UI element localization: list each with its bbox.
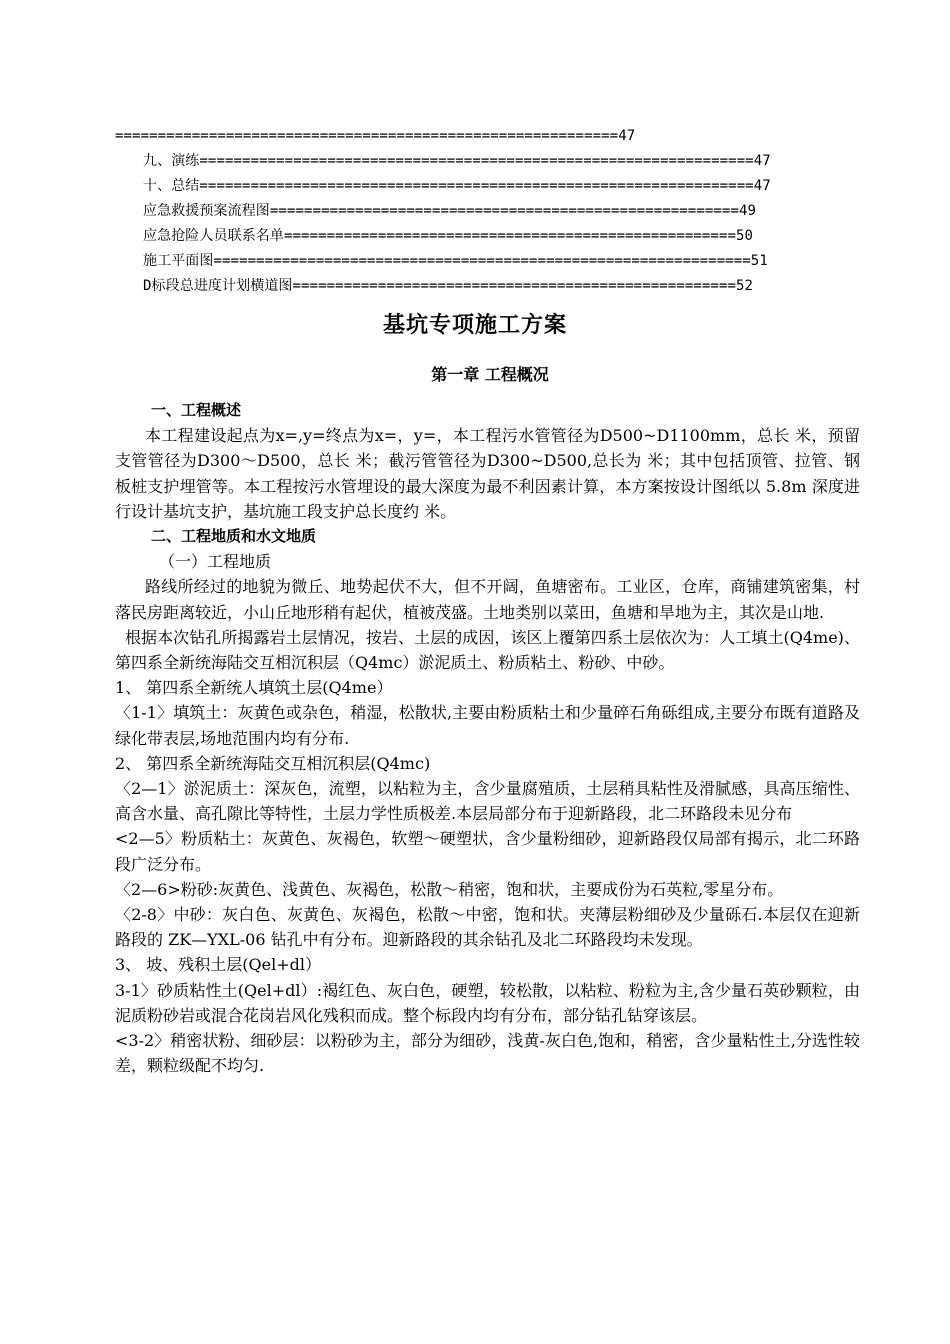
toc-line: 应急救援预案流程图=======================================================49 [143, 203, 757, 219]
toc-line: 应急抢险人员联系名单=====================================================50 [143, 228, 754, 244]
paragraph: 〈2—1〉淤泥质土：深灰色，流塑，以粘粒为主，含少量腐殖质，土层稍具粘性及滑腻感，具高压缩性、高含水量、高孔隙比等特性，土层力学性质极差.本层局部分布于迎新路段，北二环路段未见分布 [115, 779, 860, 824]
paragraph: 〈1-1〉填筑土：灰黄色或杂色，稍湿，松散状,主要由粉质粘土和少量碎石角砾组成,主要分布既有道路及绿化带表层,场地范围内均有分布. [115, 703, 860, 748]
document-title: 基坑专项施工方案 [382, 313, 567, 338]
section-heading: 一、工程概述 [151, 401, 242, 419]
list-heading: 1、 第四系全新统人填筑土层(Q4me） [115, 678, 393, 698]
paragraph: 〈2-8〉中砂：灰白色、灰黄色、灰褐色，松散～中密，饱和状。夹薄层粉细砂及少量砾石.本层仅在迎新路段的 ZK—YXL-06 钻孔中有分布。迎新路段的其余钻孔及北二环路段均未发现。 [115, 905, 860, 950]
chapter-title: 第一章 工程概况 [431, 365, 549, 384]
document-body [115, 398, 860, 1078]
paragraph: 本工程建设起点为x=,y=终点为x=，y=，本工程污水管管径为D500~D1100mm，总长 米，预留支管管径为D300～D500，总长 米；截污管管径为D300~D500,总长为 米；其中包括顶管、拉管、钢板桩支护埋管等。本工程按污水管埋设的最大深度为最不利因素计算，本方案按设计图纸以 5.8m 深度进行设计基坑支护，基坑施工段支护总长度约 米。 [115, 426, 860, 521]
paragraph: 路线所经过的地貌为微丘、地势起伏不大，但不开阔，鱼塘密布。工业区，仓库，商铺建筑密集，村落民房距离较近，小山丘地形稍有起伏，植被茂盛。土地类别以菜田，鱼塘和旱地为主，其次是山地. [115, 577, 860, 622]
list-heading: 2、 第四系全新统海陆交互相沉积层(Q4mc) [115, 753, 431, 773]
paragraph: <3-2〉稍密状粉、细砂层：以粉砂为主，部分为细砂，浅黄-灰白色,饱和，稍密，含少量粘性土,分选性较差，颗粒级配不均匀. [115, 1031, 860, 1076]
toc-line: D标段总进度计划横道图====================================================52 [143, 278, 754, 294]
toc-line: 十、总结=================================================================47 [143, 178, 771, 194]
toc-line: 九、演练=================================================================47 [143, 153, 771, 169]
paragraph: 3-1〉砂质粘性土(Qel+dl）:褐红色、灰白色，硬塑，较松散，以粘粒、粉粒为主,含少量石英砂颗粒，由泥质粉砂岩或混合花岗岩风化残积而成。整个标段内均有分布，部分钻孔钻穿该层。 [115, 980, 860, 1025]
toc-line: ===========================================================47 [115, 128, 636, 144]
paragraph: 〈2—6>粉砂:灰黄色、浅黄色、灰褐色，松散～稍密，饱和状，主要成份为石英粒,零星分布。 [115, 879, 784, 899]
table-of-contents [115, 124, 855, 299]
list-heading: 3、 坡、残积土层(Qel+dl） [115, 955, 321, 975]
toc-line: 施工平面图===============================================================51 [143, 253, 768, 269]
paragraph: 根据本次钻孔所揭露岩土层情况，按岩、土层的成因，该区上覆第四系土层依次为：人工填土(Q4me)、第四系全新统海陆交互相沉积层（Q4mc）淤泥质土、粉质粘土、粉砂、中砂。 [115, 627, 860, 673]
section-heading: 二、工程地质和水文地质 [151, 527, 317, 546]
paragraph: <2—5〉粉质粘土：灰黄色、灰褐色，软塑～硬塑状，含少量粉细砂，迎新路段仅局部有揭示，北二环路段广泛分布。 [115, 829, 860, 874]
subsection-heading: （一）工程地质 [159, 552, 272, 572]
